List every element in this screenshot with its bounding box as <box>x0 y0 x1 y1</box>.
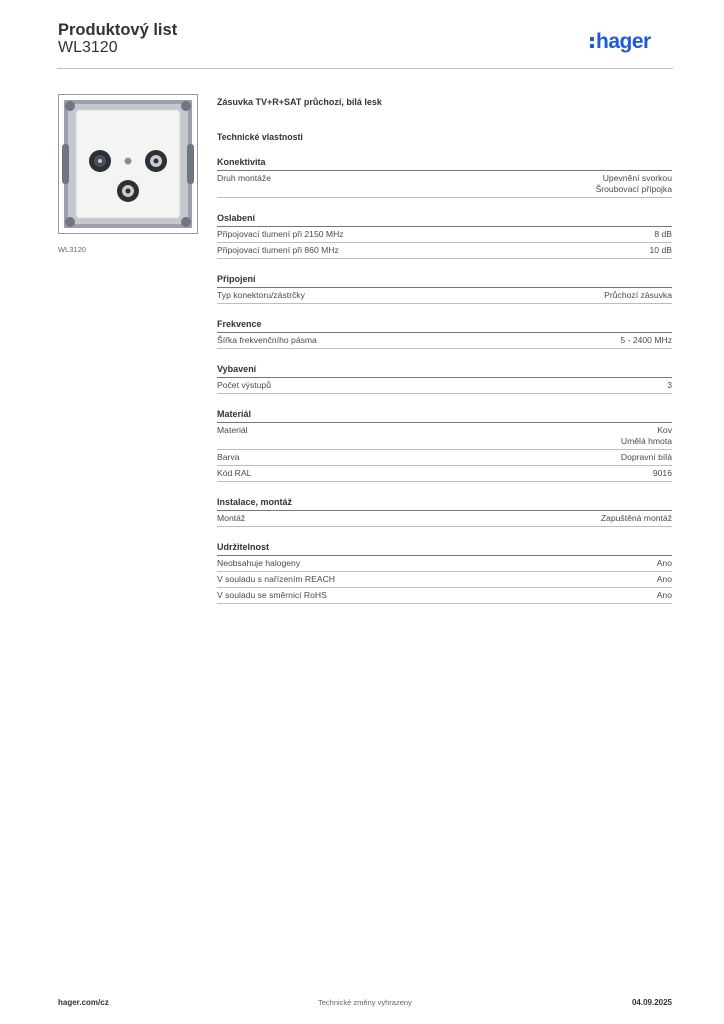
spec-label: Typ konektoru/zástrčky <box>217 290 305 300</box>
spec-value-line: Ano <box>656 558 672 568</box>
spec-value <box>653 468 672 479</box>
spec-value-line: Umělá hmota <box>620 436 672 446</box>
spec-label: Materiál <box>217 425 248 435</box>
spec-value <box>650 245 672 256</box>
spec-value-line: Průchozí zásuvka <box>604 290 672 300</box>
spec-group-title: Konektivita <box>217 157 672 171</box>
spec-value <box>601 513 672 524</box>
spec-label: Barva <box>217 452 240 462</box>
spec-row <box>217 333 672 349</box>
image-caption: WL3120 <box>58 245 86 254</box>
hager-logo <box>590 28 676 56</box>
tech-heading: Technické vlastnosti <box>217 132 303 142</box>
spec-value <box>596 173 672 195</box>
spec-group-title: Instalace, montáž <box>217 497 672 511</box>
spec-label: Připojovací tlumení při 2150 MHz <box>217 229 344 239</box>
footer-website[interactable]: hager.com/cz <box>58 998 109 1007</box>
spec-value-line: 3 <box>667 380 672 390</box>
spec-value-line: Zapuštěná montáž <box>600 513 672 523</box>
spec-value <box>621 452 672 463</box>
spec-row <box>217 450 672 466</box>
spec-row <box>217 378 672 394</box>
spec-group-title: Materiál <box>217 409 672 423</box>
spec-group-title: Frekvence <box>217 319 672 333</box>
spec-row <box>217 423 672 450</box>
spec-value-line: Ano <box>656 590 672 600</box>
spec-row <box>217 171 672 198</box>
spec-value <box>620 335 672 346</box>
spec-value <box>667 380 672 391</box>
footer-notice: Technické změny vyhrazeny <box>318 998 412 1007</box>
product-name: Zásuvka TV+R+SAT průchozí, bílá lesk <box>217 97 382 107</box>
spec-value-line: Ano <box>656 574 672 584</box>
spec-value-line: Dopravní bílá <box>620 452 672 462</box>
spec-row <box>217 556 672 572</box>
spec-label: Neobsahuje halogeny <box>217 558 301 568</box>
spec-group-title: Udržitelnost <box>217 542 672 556</box>
spec-row <box>217 572 672 588</box>
spec-value <box>657 590 672 601</box>
spec-groups <box>217 157 672 604</box>
product-image <box>58 94 198 234</box>
spec-row <box>217 243 672 259</box>
spec-label: Počet výstupů <box>217 380 271 390</box>
product-specs <box>217 93 672 604</box>
spec-row <box>217 227 672 243</box>
spec-group-title: Oslabení <box>217 213 672 227</box>
spec-value <box>654 229 672 240</box>
spec-row <box>217 511 672 527</box>
spec-label: V souladu se směrnicí RoHS <box>217 590 327 600</box>
spec-value <box>604 290 672 301</box>
page-title: Produktový list <box>58 21 178 39</box>
product-code: WL3120 <box>58 39 118 56</box>
spec-row <box>217 466 672 482</box>
spec-value-line: 9016 <box>652 468 672 478</box>
spec-group-title: Vybavení <box>217 364 672 378</box>
header-divider <box>57 68 673 69</box>
spec-value-line: 10 dB <box>649 245 672 255</box>
spec-label: V souladu s nařízením REACH <box>217 574 335 584</box>
logo-text: hager <box>596 30 651 53</box>
spec-label: Montáž <box>217 513 246 523</box>
spec-label: Druh montáže <box>217 173 271 183</box>
spec-row <box>217 288 672 304</box>
spec-label: Připojovací tlumení při 860 MHz <box>217 245 339 255</box>
spec-value-line: Šroubovací přípojka <box>595 184 672 194</box>
spec-row <box>217 588 672 604</box>
spec-value-line: 8 dB <box>654 229 672 239</box>
spec-group-title: Připojení <box>217 274 672 288</box>
spec-value <box>657 574 672 585</box>
spec-value <box>621 425 672 447</box>
spec-value <box>657 558 672 569</box>
spec-label: Kód RAL <box>217 468 252 478</box>
spec-label: Šířka frekvenčního pásma <box>217 335 317 345</box>
footer-date: 04.09.2025 <box>631 998 672 1007</box>
spec-value-line: Kov <box>657 425 672 435</box>
spec-value-line: Upevnění svorkou <box>602 173 672 183</box>
spec-value-line: 5 - 2400 MHz <box>620 335 672 345</box>
